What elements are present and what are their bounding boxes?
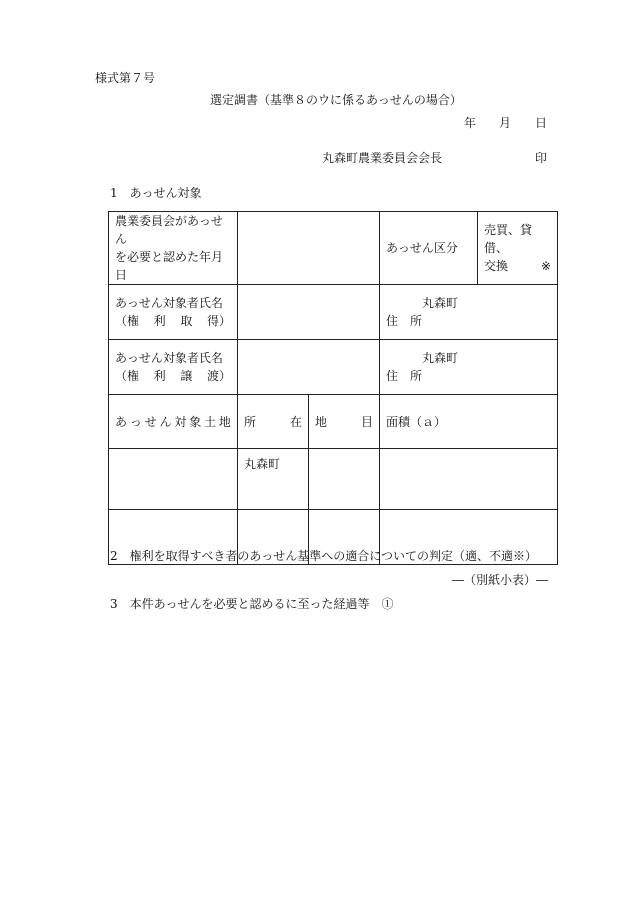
transferor-name-label: あっせん対象者氏名 （権 利 譲 渡）	[109, 340, 238, 395]
document-title: 選定調書（基準８のウに係るあっせんの場合）	[210, 93, 462, 107]
mediation-date-label: 農業委員会があっせん を必要と認めた年月日	[109, 212, 238, 285]
section2-text: 2 権利を取得すべき者のあっせん基準への適合についての判定（適、不適※）	[110, 549, 538, 563]
column-land-category-header: 地 目	[309, 395, 380, 449]
date-day: 日	[535, 116, 548, 130]
mediation-category-label: あっせん区分	[380, 212, 478, 285]
seal-mark: 印	[535, 151, 548, 165]
table-row	[109, 340, 558, 395]
issuer-name: 丸森町農業委員会会長	[322, 151, 443, 165]
acquirer-name-label: あっせん対象者氏名 （権 利 取 得）	[109, 285, 238, 340]
acquirer-address: 丸森町 住 所	[380, 285, 558, 340]
table-row	[109, 285, 558, 340]
land-location-value: 丸森町	[238, 449, 309, 510]
transferor-address: 丸森町 住 所	[380, 340, 558, 395]
mediation-category-value: 売買、貸借、 交換 ※	[478, 212, 558, 285]
date-year: 年	[464, 116, 477, 130]
land-row-blank	[109, 449, 238, 510]
mediation-target-table	[108, 211, 558, 565]
acquirer-name-value	[238, 285, 380, 340]
form-number: 様式第７号	[95, 71, 156, 85]
table-row	[109, 449, 558, 510]
mediation-date-value	[238, 212, 380, 285]
land-category-value	[309, 449, 380, 510]
land-area-value	[380, 449, 558, 510]
transferor-name-value	[238, 340, 380, 395]
table-row	[109, 395, 558, 449]
date-month: 月	[499, 116, 512, 130]
column-area-header: 面積（ａ）	[380, 395, 558, 449]
section3-text: 3 本件あっせんを必要と認めるに至った経過等 ①	[110, 597, 394, 611]
column-location-header: 所 在	[238, 395, 309, 449]
asterisk-mark: ※	[540, 259, 551, 273]
target-land-label: あ っ せ ん 対 象 土 地	[109, 395, 238, 449]
section1-heading: 1 あっせん対象	[110, 186, 202, 200]
section2-note: ―（別紙小表）―	[452, 573, 549, 587]
table-row	[109, 212, 558, 285]
